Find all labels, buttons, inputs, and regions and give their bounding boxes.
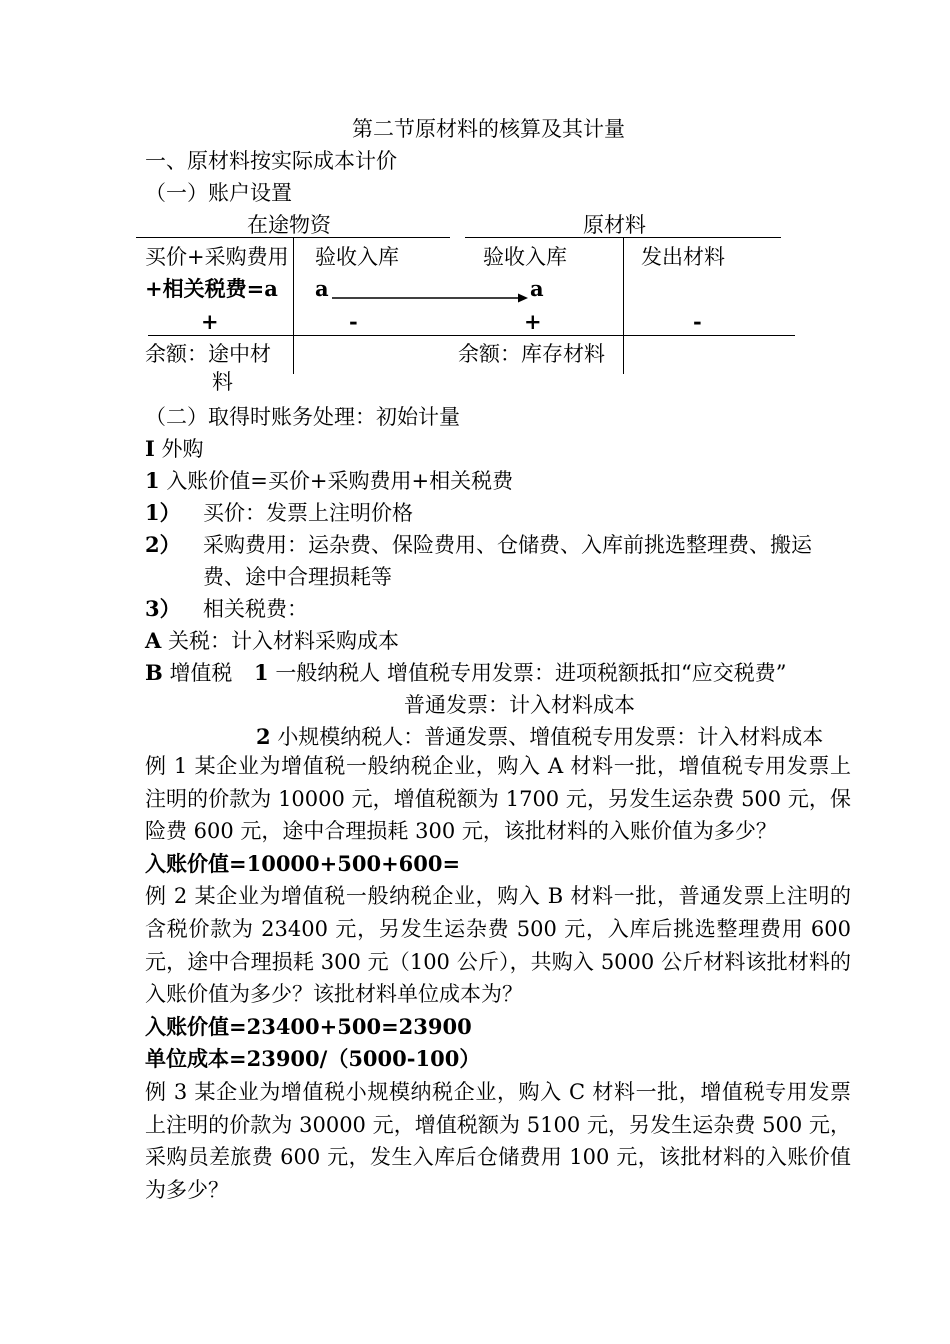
vat-general-number: 1 (254, 660, 269, 685)
vat-general-text: 一般纳税人 增值税专用发票：进项税额抵扣“应交税费” (275, 661, 787, 685)
tariff-text: 关税：计入材料采购成本 (167, 629, 399, 653)
example-1: 例 1 某企业为增值税一般纳税企业，购入 A 材料一批，增值税专用发票上注明的价款为 10000 元，增值税额为 1700 元，另发生运杂费 500 元，保险费 600 元，途中合理损耗 300 元，该批材料的入账价值为多少？ (145, 754, 851, 844)
list-item: 买价：发票上注明价格 (203, 501, 413, 525)
vat-small-line (256, 722, 823, 752)
vat-general-line (254, 658, 786, 688)
vat-letter: B (145, 660, 163, 685)
credit-sign: - (349, 309, 358, 334)
list-item: 采购费用：运杂费、保险费用、仓储费、入库前挑选整理费、搬运 (203, 533, 812, 557)
example-1-answer: 入账价值=10000+500+600= (145, 850, 461, 876)
list-number: 3） (145, 596, 181, 621)
transfer-arrow-icon (332, 290, 528, 304)
heading-text: 外购 (161, 437, 204, 461)
list-number: 1） (145, 500, 181, 525)
balance-text: 余额：库存材料 (458, 342, 605, 366)
example-2: 例 2 某企业为增值税一般纳税企业，购入 B 材料一批，普通发票上注明的含税价款为 23400 元，另发生运杂费 500 元，入库后挑选整理费用 600 元，途中合理损耗 300 元（100 公斤），共购入 5000 公斤材料该批材料的入账价值为多少？该批材料单位成本为？ (145, 884, 851, 1007)
credit-label: 发出材料 (641, 245, 725, 269)
formula-line (145, 466, 513, 496)
example-2-unit-cost: 单位成本=23900/（5000-100） (145, 1046, 481, 1072)
credit-label: 验收入库 (315, 245, 399, 269)
examples (145, 750, 851, 1206)
formula-text: 入账价值=买价+采购费用+相关税费 (166, 469, 514, 493)
credit-sign: - (693, 309, 702, 334)
subsection-heading: （二）取得时账务处理：初始计量 (145, 405, 460, 429)
debit-sign: + (201, 309, 219, 334)
debit-sign: + (524, 309, 542, 334)
divider (295, 335, 795, 336)
vat-text: 增值税 (169, 661, 233, 685)
debit-text: 买价+采购费用 (145, 245, 289, 269)
divider (623, 237, 624, 374)
divider (293, 237, 294, 374)
account-name: 原材料 (583, 213, 646, 237)
vat-general-normal: 普通发票：计入材料成本 (404, 693, 635, 717)
subsection-heading: （一）账户设置 (145, 181, 292, 205)
vat-line (145, 658, 232, 688)
example-2-answer: 入账价值=23400+500=23900 (145, 1013, 472, 1039)
page-title: 第二节原材料的核算及其计量 (352, 117, 625, 141)
account-name: 在途物资 (247, 213, 331, 237)
tariff-letter: A (145, 628, 162, 653)
heading-number: I (145, 436, 155, 461)
balance-text: 料 (212, 370, 233, 394)
list-item-cont: 费、途中合理损耗等 (203, 565, 392, 589)
example-3: 例 3 某企业为增值税小规模纳税企业，购入 C 材料一批，增值税专用发票上注明的价款为 30000 元，增值税额为 5100 元，另发生运杂费 500 元，采购员差旅费 600 元，发生入库后仓储费用 100 元，该批材料的入账价值为多少？ (145, 1079, 851, 1202)
list-number: 2） (145, 532, 181, 557)
debit-text: +相关税费=a (145, 276, 278, 301)
vat-small-number: 2 (256, 724, 271, 749)
credit-value: a (315, 276, 329, 301)
purchase-heading (145, 434, 204, 464)
debit-label: 验收入库 (483, 245, 567, 269)
list-item: 相关税费： (203, 597, 308, 621)
debit-value: a (530, 276, 544, 301)
section-heading: 一、原材料按实际成本计价 (145, 149, 397, 173)
formula-number: 1 (145, 468, 160, 493)
balance-text: 余额：途中材 (145, 342, 271, 366)
tariff-line (145, 626, 399, 656)
divider (148, 335, 295, 336)
vat-small-text: 小规模纳税人：普通发票、增值税专用发票：计入材料成本 (277, 725, 824, 749)
